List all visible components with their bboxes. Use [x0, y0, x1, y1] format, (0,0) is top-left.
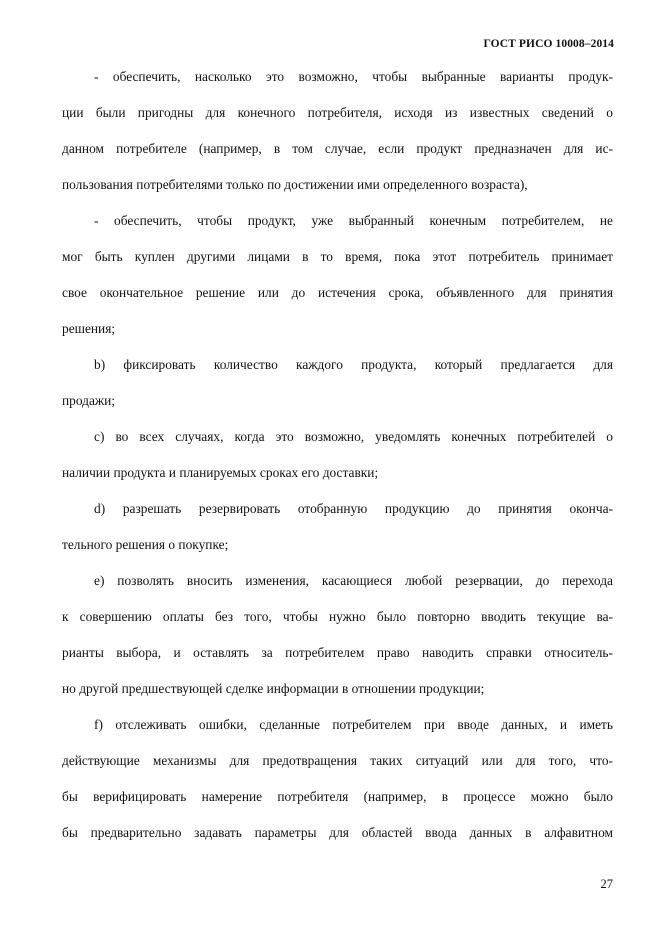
text-line: наличии продукта и планируемых сроках его доставки;: [62, 465, 379, 480]
standard-header: ГОСТ РИСО 10008–2014: [483, 38, 614, 50]
text-line: свое окончательное решение или до истечения срока, объявленного для принятия: [62, 285, 613, 300]
text-line: бы предварительно задавать параметры для областей ввода данных в алфавитном: [62, 825, 613, 840]
text-line: мог быть куплен другими лицами в то время, пока этот потребитель принимает: [62, 249, 613, 264]
text-line: действующие механизмы для предотвращения таких ситуаций или для того, что-: [62, 753, 613, 768]
text-line: данном потребителе (например, в том случае, если продукт предназначен для ис-: [62, 141, 613, 156]
text-line: - обеспечить, чтобы продукт, уже выбранный конечным потребителем, не: [94, 213, 613, 228]
text-line: продажи;: [62, 393, 116, 408]
text-line: - обеспечить, насколько это возможно, чтобы выбранные варианты продук-: [94, 69, 613, 84]
text-line: к совершению оплаты без того, чтобы нужно было повторно вводить текущие ва-: [62, 609, 613, 624]
text-line: c) во всех случаях, когда это возможно, уведомлять конечных потребителей о: [94, 429, 613, 444]
text-line: бы верифицировать намерение потребителя (например, в процессе можно было: [62, 789, 613, 804]
text-line: e) позволять вносить изменения, касающиеся любой резервации, до перехода: [94, 573, 613, 588]
text-line: d) разрешать резервировать отобранную продукцию до принятия оконча-: [94, 501, 613, 516]
text-line: b) фиксировать количество каждого продукта, который предлагается для: [94, 357, 613, 372]
text-line: но другой предшествующей сделке информации в отношении продукции;: [62, 681, 485, 696]
text-line: ции были пригодны для конечного потребителя, исходя из известных сведений о: [62, 105, 613, 120]
text-line: пользования потребителями только по достижении ими определенного возраста),: [62, 177, 528, 192]
text-line: решения;: [62, 321, 116, 336]
page-number: 27: [600, 877, 613, 891]
text-line: тельного решения о покупке;: [62, 537, 229, 552]
text-line: рианты выбора, и оставлять за потребителем право наводить справки относитель-: [62, 645, 613, 660]
text-line: f) отслеживать ошибки, сделанные потребителем при вводе данных, и иметь: [94, 717, 613, 732]
